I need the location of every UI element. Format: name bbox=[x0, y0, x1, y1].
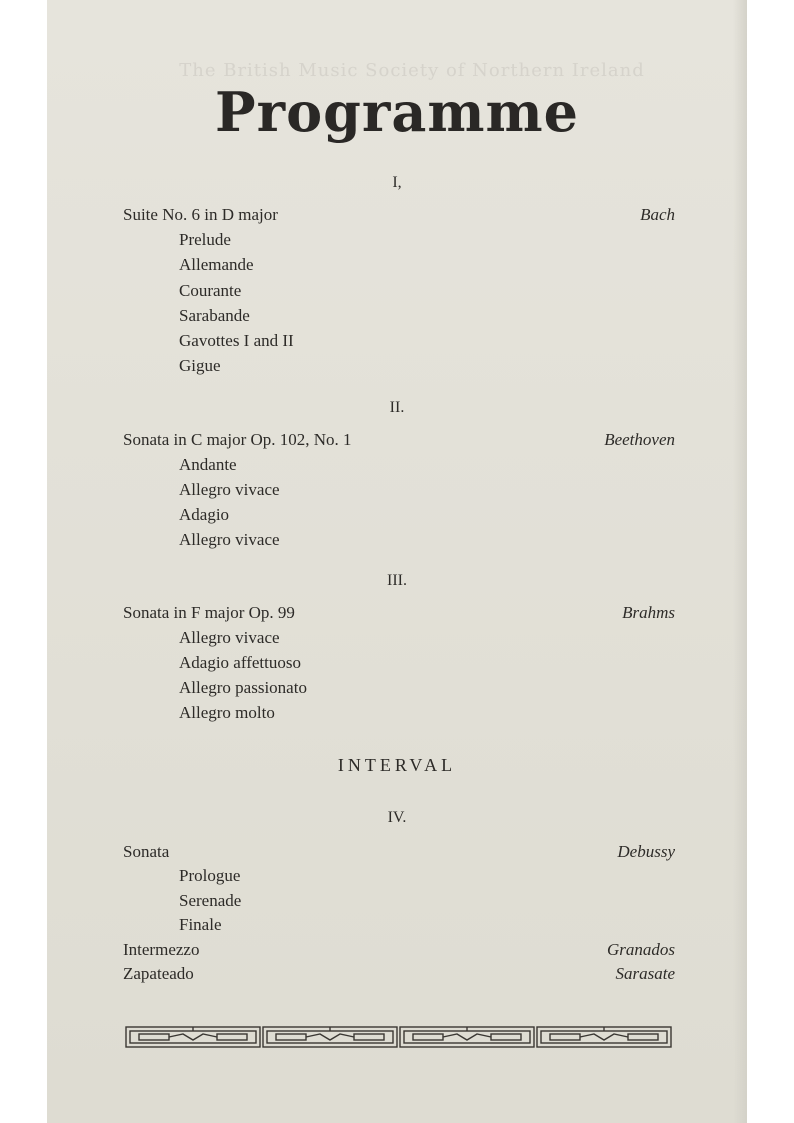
work-title: Sonata in F major Op. 99 bbox=[123, 603, 295, 622]
ornamental-border-icon bbox=[125, 1024, 673, 1050]
movement: Allegro passionato bbox=[179, 678, 307, 697]
work-title: Sonata in C major Op. 102, No. 1 bbox=[123, 430, 352, 449]
work-title: Suite No. 6 in D major bbox=[123, 205, 278, 224]
movement: Allemande bbox=[179, 255, 254, 274]
section-numeral: III. bbox=[387, 572, 407, 589]
movement: Finale bbox=[179, 915, 222, 934]
section-numeral: IV. bbox=[387, 809, 407, 826]
composer-name: Brahms bbox=[622, 603, 675, 622]
movement: Prologue bbox=[179, 866, 241, 885]
work-title: Sonata bbox=[123, 842, 170, 861]
work-title: Intermezzo bbox=[123, 940, 200, 959]
movement: Allegro molto bbox=[179, 703, 275, 722]
composer-name: Beethoven bbox=[604, 430, 675, 449]
interval-label: INTERVAL bbox=[337, 755, 457, 775]
page-title: Programme bbox=[215, 80, 579, 144]
movement: Allegro vivace bbox=[179, 530, 280, 549]
composer-name: Bach bbox=[640, 205, 675, 224]
movement: Allegro vivace bbox=[179, 628, 280, 647]
movement: Gavottes I and II bbox=[179, 331, 294, 350]
movement: Gigue bbox=[179, 356, 221, 375]
movement: Courante bbox=[179, 281, 242, 300]
movement: Allegro vivace bbox=[179, 480, 280, 499]
movement: Adagio affettuoso bbox=[179, 653, 301, 672]
movement: Serenade bbox=[179, 891, 242, 910]
movement: Andante bbox=[179, 455, 237, 474]
section-numeral: II. bbox=[389, 399, 405, 416]
movement: Prelude bbox=[179, 230, 231, 249]
composer-name: Granados bbox=[606, 940, 675, 959]
section-numeral: I, bbox=[392, 174, 402, 191]
movement: Sarabande bbox=[179, 306, 250, 325]
composer-name: Sarasate bbox=[615, 964, 675, 983]
work-title: Zapateado bbox=[123, 964, 194, 983]
show-through-text: The British Music Society of Northern Ireland bbox=[179, 60, 645, 81]
composer-name: Debussy bbox=[617, 842, 675, 861]
programme-sheet bbox=[47, 0, 747, 1123]
movement: Adagio bbox=[179, 505, 230, 524]
